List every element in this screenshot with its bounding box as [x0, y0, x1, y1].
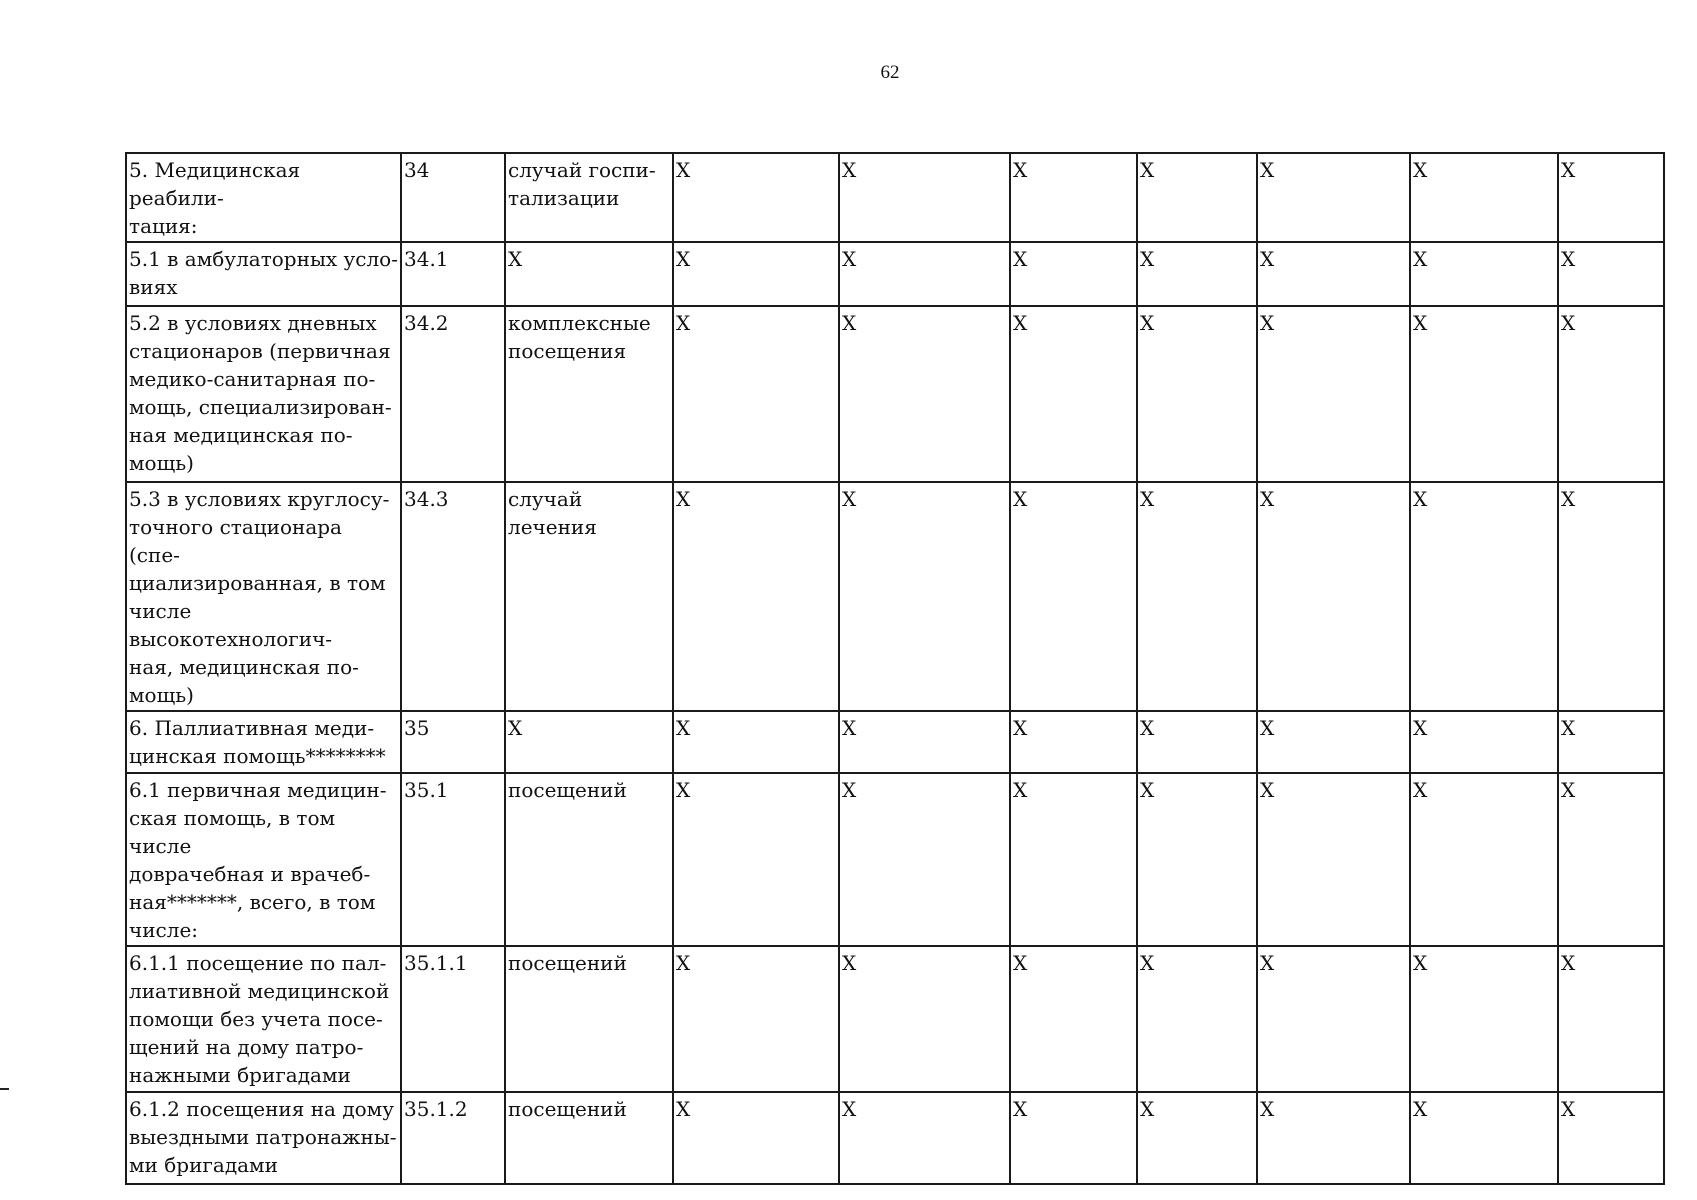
row-code-cell: 35: [401, 711, 505, 773]
value-cell: X: [1137, 482, 1257, 711]
row-unit-cell: случай госпи- тализации: [505, 153, 673, 242]
row-name-cell: 6.1 первичная медицин- ская помощь, в том числе доврачебная и врачеб- ная*******, всего, в том числе:: [126, 773, 401, 946]
data-table: [125, 152, 1665, 1185]
value-cell: X: [1257, 153, 1410, 242]
value-cell: X: [1558, 306, 1664, 482]
value-cell: X: [673, 482, 839, 711]
row-code-cell: 34.2: [401, 306, 505, 482]
value-cell: X: [839, 482, 1010, 711]
value-cell: X: [1010, 306, 1137, 482]
scan-edge-mark: [0, 1088, 9, 1090]
value-cell: X: [1410, 153, 1558, 242]
value-cell: X: [1558, 711, 1664, 773]
row-name-cell: 5.2 в условиях дневных стационаров (первичная медико-санитарная по- мощь, специализирован- ная медицинская по- мощь): [126, 306, 401, 482]
value-cell: X: [1410, 946, 1558, 1092]
value-cell: X: [1010, 946, 1137, 1092]
value-cell: X: [1137, 1092, 1257, 1184]
value-cell: X: [1410, 773, 1558, 946]
value-cell: X: [1558, 242, 1664, 306]
table-row: [126, 306, 1664, 482]
value-cell: X: [1257, 482, 1410, 711]
value-cell: X: [839, 1092, 1010, 1184]
value-cell: X: [1410, 482, 1558, 711]
page-number: 62: [880, 62, 900, 83]
value-cell: X: [1558, 482, 1664, 711]
value-cell: X: [673, 242, 839, 306]
value-cell: X: [1137, 946, 1257, 1092]
value-cell: X: [1137, 153, 1257, 242]
row-unit-cell: комплексные посещения: [505, 306, 673, 482]
value-cell: X: [1257, 306, 1410, 482]
row-name-cell: 6.1.1 посещение по пал- лиативной медицинской помощи без учета посе- щений на дому патро- нажными бригадами: [126, 946, 401, 1092]
row-code-cell: 34.1: [401, 242, 505, 306]
table-row: [126, 773, 1664, 946]
row-code-cell: 34: [401, 153, 505, 242]
value-cell: X: [1257, 1092, 1410, 1184]
value-cell: X: [1137, 711, 1257, 773]
value-cell: X: [1010, 153, 1137, 242]
row-unit-cell: посещений: [505, 773, 673, 946]
value-cell: X: [839, 946, 1010, 1092]
value-cell: X: [1137, 242, 1257, 306]
value-cell: X: [1137, 306, 1257, 482]
value-cell: X: [673, 946, 839, 1092]
row-name-cell: 6.1.2 посещения на дому выездными патронажны- ми бригадами: [126, 1092, 401, 1184]
table-row: [126, 711, 1664, 773]
value-cell: X: [1558, 773, 1664, 946]
value-cell: X: [839, 242, 1010, 306]
value-cell: X: [1558, 1092, 1664, 1184]
value-cell: X: [1257, 242, 1410, 306]
value-cell: X: [1257, 946, 1410, 1092]
row-code-cell: 34.3: [401, 482, 505, 711]
row-unit-cell: посещений: [505, 1092, 673, 1184]
row-unit-cell: X: [505, 242, 673, 306]
value-cell: X: [1010, 711, 1137, 773]
value-cell: X: [839, 773, 1010, 946]
value-cell: X: [1257, 711, 1410, 773]
table-row: [126, 242, 1664, 306]
value-cell: X: [673, 1092, 839, 1184]
table-row: [126, 1092, 1664, 1184]
value-cell: X: [839, 153, 1010, 242]
value-cell: X: [1010, 1092, 1137, 1184]
row-unit-cell: случай лечения: [505, 482, 673, 711]
value-cell: X: [1558, 153, 1664, 242]
value-cell: X: [839, 711, 1010, 773]
table-row: [126, 946, 1664, 1092]
row-name-cell: 5. Медицинская реабили- тация:: [126, 153, 401, 242]
value-cell: X: [1410, 711, 1558, 773]
value-cell: X: [673, 773, 839, 946]
value-cell: X: [1410, 1092, 1558, 1184]
table-row: [126, 153, 1664, 242]
value-cell: X: [1137, 773, 1257, 946]
row-unit-cell: посещений: [505, 946, 673, 1092]
value-cell: X: [673, 153, 839, 242]
row-code-cell: 35.1.1: [401, 946, 505, 1092]
value-cell: X: [1410, 242, 1558, 306]
value-cell: X: [1010, 242, 1137, 306]
row-name-cell: 5.3 в условиях круглосу- точного стационара (спе- циализированная, в том числе высокотехнологич- ная, медицинская по- мощь): [126, 482, 401, 711]
value-cell: X: [673, 306, 839, 482]
value-cell: X: [1257, 773, 1410, 946]
row-unit-cell: X: [505, 711, 673, 773]
value-cell: X: [1010, 773, 1137, 946]
row-name-cell: 6. Паллиативная меди- цинская помощь********: [126, 711, 401, 773]
row-code-cell: 35.1: [401, 773, 505, 946]
value-cell: X: [673, 711, 839, 773]
value-cell: X: [1410, 306, 1558, 482]
value-cell: X: [1010, 482, 1137, 711]
row-name-cell: 5.1 в амбулаторных усло- виях: [126, 242, 401, 306]
value-cell: X: [1558, 946, 1664, 1092]
value-cell: X: [839, 306, 1010, 482]
table-row: [126, 482, 1664, 711]
row-code-cell: 35.1.2: [401, 1092, 505, 1184]
